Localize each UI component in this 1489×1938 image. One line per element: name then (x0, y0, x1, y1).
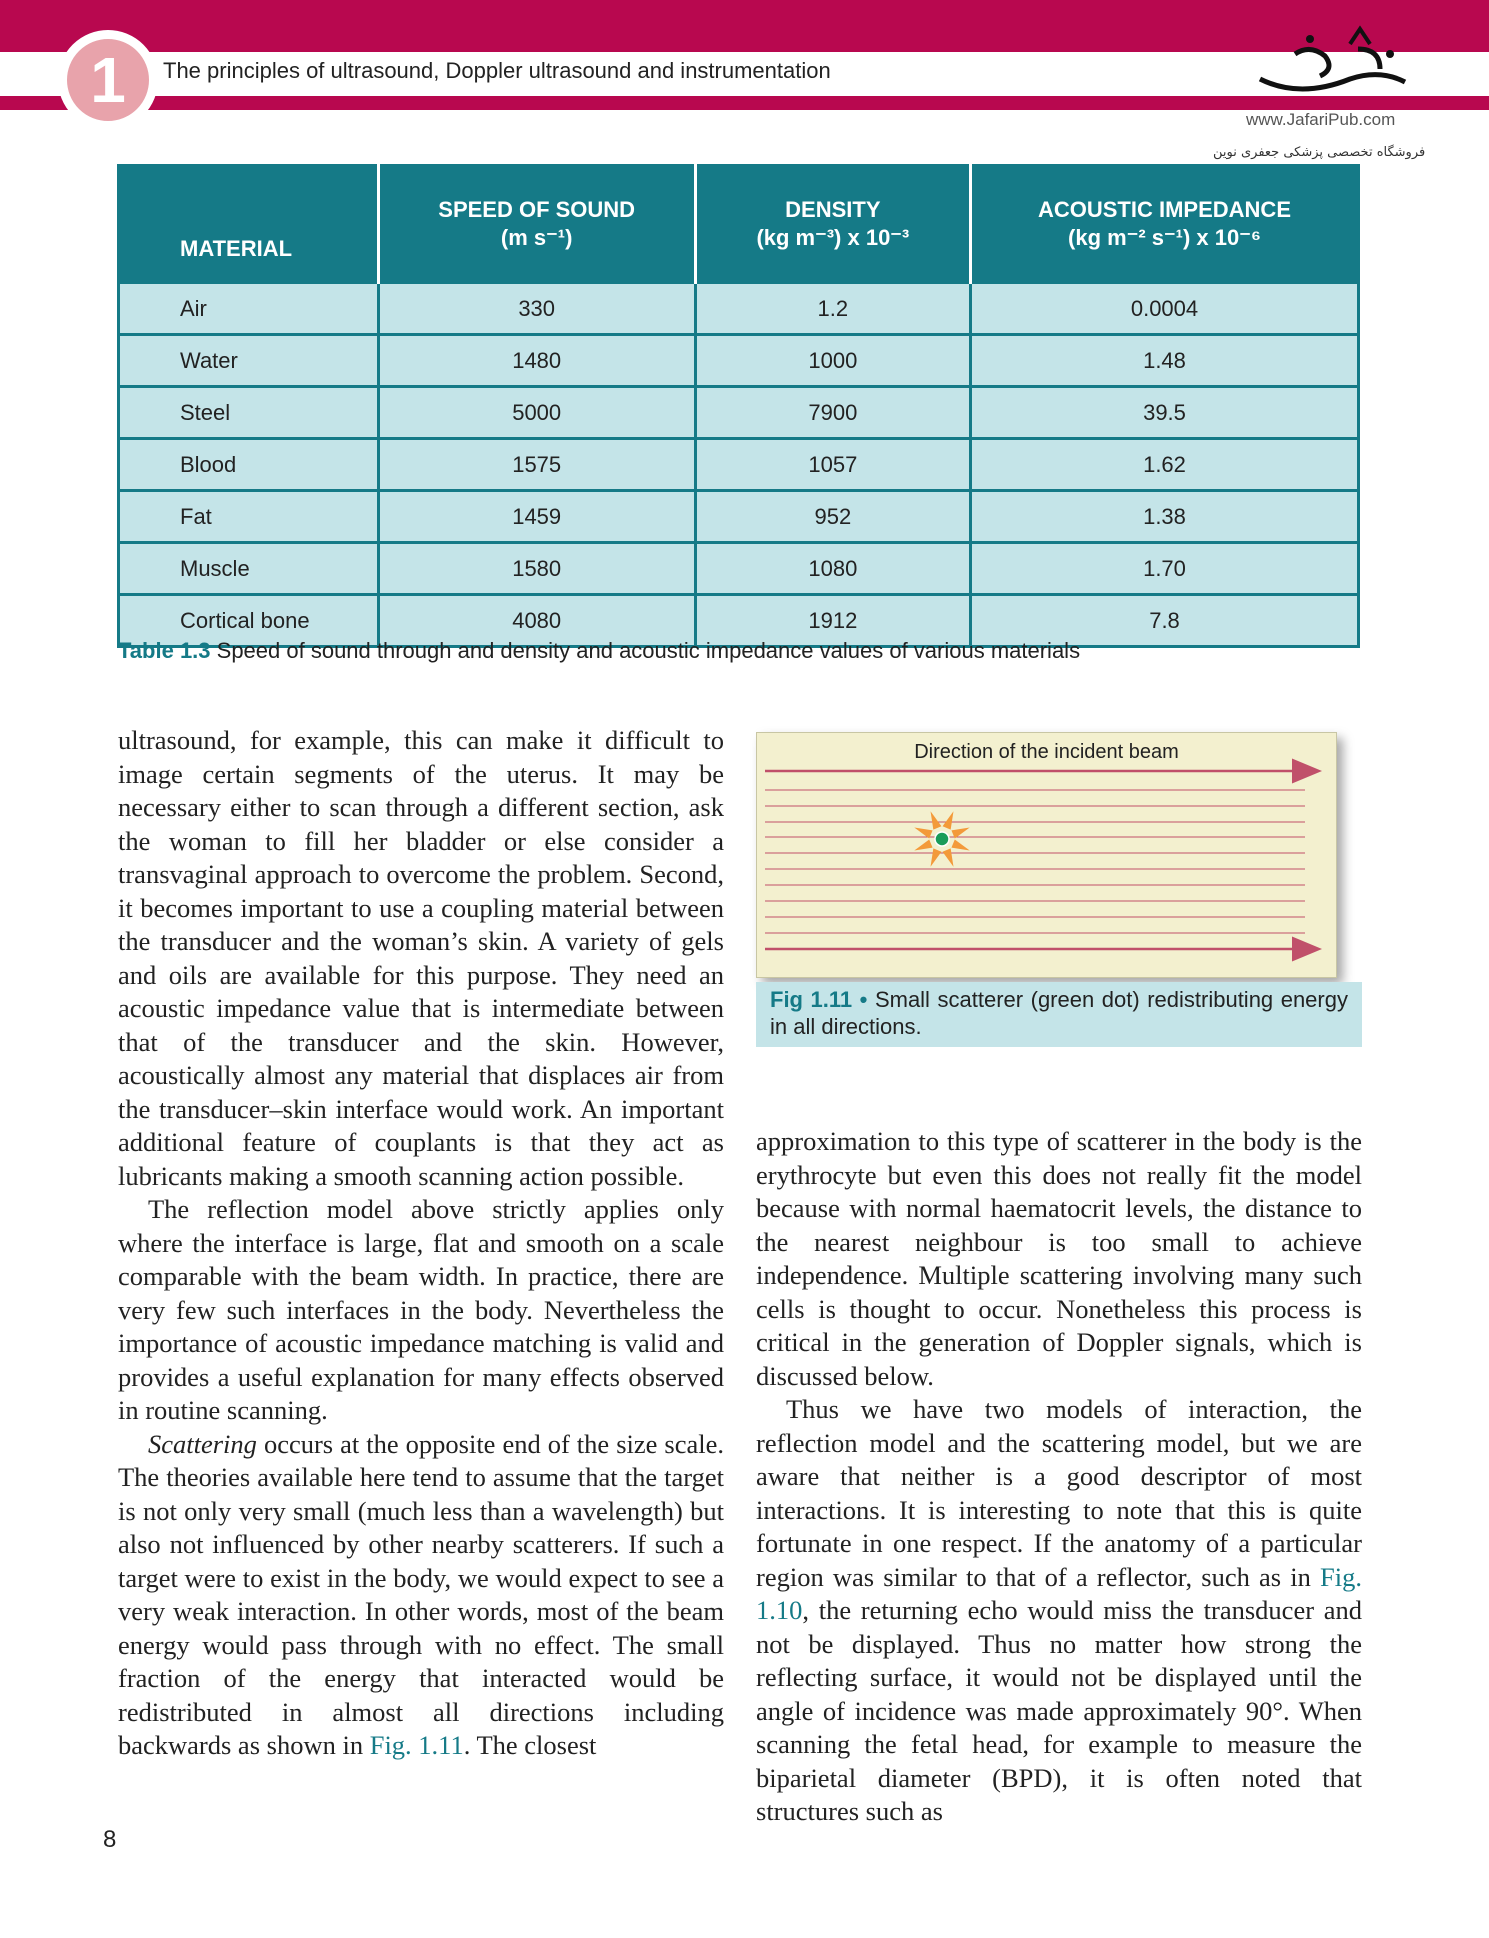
chapter-title: The principles of ultrasound, Doppler ultrasound and instrumentation (163, 58, 831, 83)
paragraph: The reflection model above strictly applies only where the interface is large, flat and smooth on a scale comparable with the beam width. In practice, there are very few such interfaces in the body. Nevertheless the importance of acoustic impedance matching is valid and provides a useful explanation for many effects observed in routine scanning. (118, 1194, 724, 1425)
figure-link[interactable]: Fig. 1.11 (369, 1730, 464, 1760)
column-header-density: DENSITY (kg m⁻³) x 10⁻³ (695, 166, 970, 283)
cell-impedance: 1.70 (971, 543, 1359, 595)
cell-material: Blood (119, 439, 379, 491)
scatter-arrow-icon (931, 811, 942, 829)
cell-material: Air (119, 283, 379, 335)
cell-material: Steel (119, 387, 379, 439)
cell-impedance: 39.5 (971, 387, 1359, 439)
paragraph: Thus we have two models of interaction, the reflection model and the scattering model, but we are aware that neither is a good descriptor of most interactions. It is interesting to note that this is quite fortunate in one respect. If the anatomy of a particular region was similar to that of a reflector, such as in Fig. 1.10, the returning echo would miss the transducer and not be displayed. Thus no matter how strong the reflecting surface, it would not be displayed until the angle of incidence was made approximately 90°. When scanning the fetal head, for example to measure the biparietal diameter (BPD), it is often noted that structures such as (756, 1394, 1362, 1826)
scatter-arrow-icon (943, 848, 954, 866)
scatter-arrow-icon (931, 848, 942, 866)
table-caption-label: Table 1.3 (118, 638, 211, 663)
cell-material: Water (119, 335, 379, 387)
cell-impedance: 1.62 (971, 439, 1359, 491)
scatter-arrow-icon (951, 840, 969, 851)
cell-material: Muscle (119, 543, 379, 595)
cell-density: 1057 (695, 439, 970, 491)
figure-link[interactable]: Fig. 1.10 (756, 1561, 1362, 1625)
publisher-tagline: فروشگاه تخصصی پزشکی جعفری نوین (1213, 145, 1426, 160)
chapter-number-badge: 1 (58, 30, 158, 130)
paragraph: ultrasound, for example, this can make it difficult to image certain segments of the uterus. It may be necessary either to scan through a different section, ask the woman to fill her bladder or else consider a transvaginal approach to overcome the problem. Second, it becomes important to use a coupling material between the transducer and the woman’s skin. A variety of gels and oils are available for this purpose. They need an acoustic impedance value that is intermediate between that of the transducer and the skin. However, acoustically almost any material that displaces air from the transducer–skin interface would work. An important additional feature of couplants is that they act as lubricants making a smooth scanning action possible. (118, 725, 724, 1191)
cell-speed: 1459 (378, 491, 695, 543)
cell-impedance: 0.0004 (971, 283, 1359, 335)
cell-speed: 5000 (378, 387, 695, 439)
cell-impedance: 7.8 (971, 595, 1359, 647)
cell-density: 1912 (695, 595, 970, 647)
cell-speed: 1480 (378, 335, 695, 387)
body-column-right (756, 1125, 1362, 1829)
table-row (119, 439, 1359, 491)
body-column-left (118, 724, 724, 1763)
beam-lines (765, 771, 1317, 949)
publisher-logo-icon (1240, 24, 1420, 104)
column-header-speed: SPEED OF SOUND (m s⁻¹) (378, 166, 695, 283)
paragraph: approximation to this type of scatterer in the body is the erythrocyte but even this does not really fit the model because with normal haematocrit levels, the distance to the nearest neighbour is too small to achieve independence. Multiple scattering involving many such cells is thought to occur. Nonetheless this process is critical in the generation of Doppler signals, which is discussed below. (756, 1126, 1362, 1391)
figure-1-11 (756, 732, 1337, 978)
table-row (119, 491, 1359, 543)
table-row (119, 543, 1359, 595)
table-header-row (119, 166, 1359, 283)
cell-density: 952 (695, 491, 970, 543)
materials-table (117, 164, 1360, 648)
cell-speed: 1580 (378, 543, 695, 595)
cell-density: 1.2 (695, 283, 970, 335)
column-header-impedance: ACOUSTIC IMPEDANCE (kg m⁻² s⁻¹) x 10⁻⁶ (971, 166, 1359, 283)
table-row (119, 387, 1359, 439)
figure-caption: Fig 1.11 • Small scatterer (green dot) redistributing energy in all directions. (756, 982, 1362, 1047)
figure-title: Direction of the incident beam (914, 741, 1179, 763)
scatter-arrow-icon (914, 840, 932, 851)
emphasis-term: Scattering (148, 1428, 257, 1459)
cell-speed: 1575 (378, 439, 695, 491)
cell-impedance: 1.38 (971, 491, 1359, 543)
cell-density: 7900 (695, 387, 970, 439)
table-caption (118, 638, 1080, 664)
scatterer-dot-icon (935, 832, 949, 846)
paragraph: Scattering occurs at the opposite end of the size scale. The theories available here tend to assume that the target is not only very small (much less than a wavelength) but also not influenced by other nearby scatterers. If such a target were to exist in the body, we would expect to see a very weak interaction. In other words, most of the beam energy would pass through with no effect. The small fraction of the energy that interacted would be redistributed in almost all directions including backwards as shown in Fig. 1.11. The closest (118, 1428, 724, 1760)
table-caption-text: Speed of sound through and density and acoustic impedance values of various materials (210, 638, 1081, 663)
figure-caption-text: Small scatterer (green dot) redistributing energy in all directions. (770, 987, 1348, 1039)
scatter-arrow-icon (943, 811, 954, 829)
page-number: 8 (103, 1826, 117, 1853)
table-row (119, 335, 1359, 387)
column-header-material: MATERIAL (119, 166, 379, 283)
cell-speed: 330 (378, 283, 695, 335)
cell-impedance: 1.48 (971, 335, 1359, 387)
cell-material: Fat (119, 491, 379, 543)
cell-speed: 4080 (378, 595, 695, 647)
cell-density: 1000 (695, 335, 970, 387)
publisher-url[interactable]: www.JafariPub.com (1246, 110, 1396, 129)
cell-material: Cortical bone (119, 595, 379, 647)
cell-density: 1080 (695, 543, 970, 595)
figure-caption-label: Fig 1.11 (770, 987, 853, 1012)
table-row (119, 283, 1359, 335)
scatter-diagram (757, 733, 1336, 977)
